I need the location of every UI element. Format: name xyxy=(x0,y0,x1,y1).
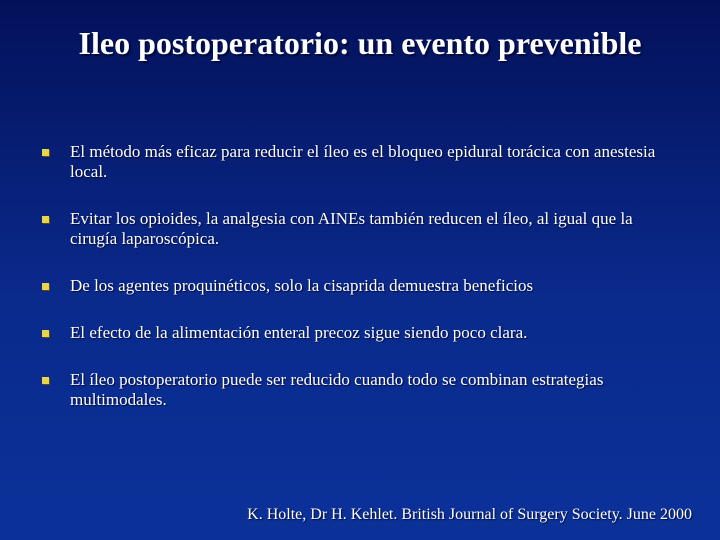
square-bullet-icon xyxy=(42,377,49,384)
bullet-item xyxy=(40,323,680,343)
square-bullet-icon xyxy=(42,149,49,156)
square-bullet-icon xyxy=(42,216,49,223)
bullet-item xyxy=(40,142,680,182)
bullet-text: El íleo postoperatorio puede ser reducido cuando todo se combinan estrategias multimodales. xyxy=(70,370,604,409)
square-bullet-icon xyxy=(42,330,49,337)
bullet-text: El método más eficaz para reducir el íleo es el bloqueo epidural torácica con anestesia local. xyxy=(70,142,656,181)
bullet-item xyxy=(40,370,680,410)
bullet-item xyxy=(40,276,680,296)
bullet-text: El efecto de la alimentación enteral precoz sigue siendo poco clara. xyxy=(70,323,528,342)
bullet-text: De los agentes proquinéticos, solo la cisaprida demuestra beneficios xyxy=(70,276,534,295)
bullet-item xyxy=(40,209,680,249)
square-bullet-icon xyxy=(42,283,49,290)
bullet-list xyxy=(40,142,680,437)
bullet-text: Evitar los opioides, la analgesia con AINEs también reducen el íleo, al igual que la cirugía laparoscópica. xyxy=(70,209,633,248)
slide-title: Ileo postoperatorio: un evento prevenible xyxy=(78,25,642,61)
reference-citation: K. Holte, Dr H. Kehlet. British Journal of Surgery Society. June 2000 xyxy=(247,506,692,523)
